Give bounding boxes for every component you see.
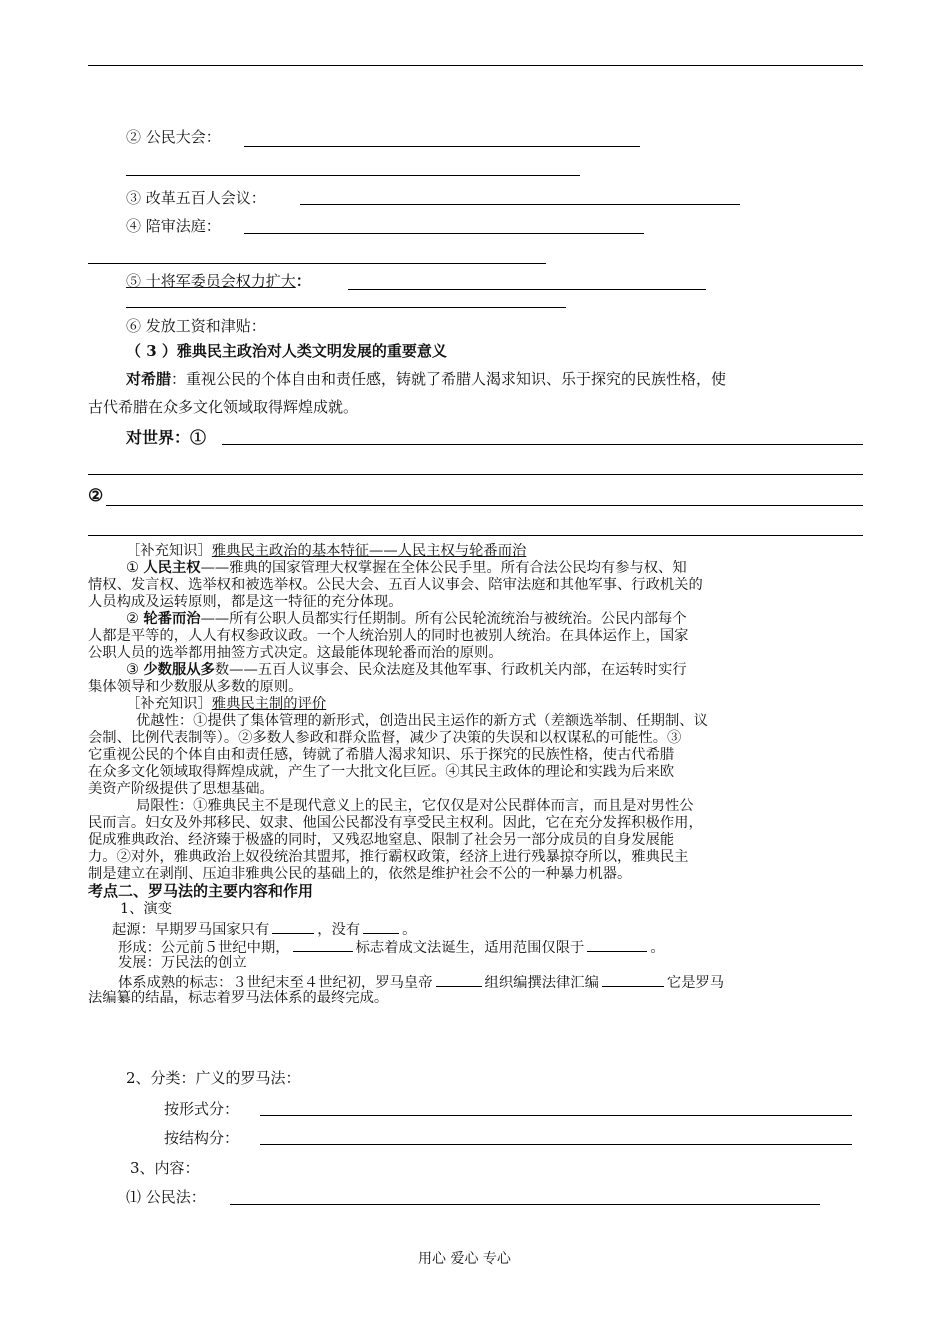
greece-text-1: ：重视公民的个体自由和责任感，铸就了希腊人渴求知识、乐于探究的民族性格，使: [171, 370, 727, 388]
s1-p2-text: ——所有公职人员都实行任期制。所有公民轮流统治与被统治。公民内部每个: [200, 611, 687, 627]
item-council-label: ③ 改革五百人会议：: [126, 189, 266, 207]
item-assembly-label: ② 公民大会：: [126, 128, 221, 146]
lim-line3: 促成雅典政治、经济臻于极盛的同时，又残忍地窒息、限制了社会另一部分成员的自身发展能: [88, 832, 675, 848]
civil-blank: [230, 1204, 820, 1205]
s1-p2-line3: 公职人员的选举都用抽签方式决定。这最能体现轮番而治的原则。: [88, 645, 503, 661]
roman-origin: [112, 919, 416, 939]
assembly-blank-2: [126, 175, 580, 176]
form-c: 。: [650, 940, 665, 956]
greece-line-2: 古代希腊在众多文化领域取得辉煌成就。: [88, 398, 359, 416]
form-blank-1: [293, 937, 353, 952]
world-blank-4: [88, 535, 863, 536]
s1-p1-line2: 情权、发言权、选举权和被选举权。公民大会、五百人议事会、陪审法庭和其他军事、行政机关的: [88, 577, 703, 593]
s1-p2-line2: 人都是平等的，人人有权参政议政。一个人统治别人的同时也被别人统治。在具体运作上，国家: [88, 628, 689, 644]
item-court: [126, 216, 221, 236]
adv-line4: 在众多文化领域取得辉煌成就，产生了一大批文化巨匠。④其民主政体的理论和实践为后来欧: [88, 764, 675, 780]
significance-heading: （ 3 ）雅典民主政治对人类文明发展的重要意义: [126, 342, 447, 360]
item-pay: [126, 316, 266, 336]
system-c: 它是罗马: [666, 975, 725, 991]
roman-law-heading: 考点二、罗马法的主要内容和作用: [88, 882, 314, 900]
s1-p3-line1: [126, 662, 687, 679]
s1-p3-term: 少数服从多: [143, 662, 215, 678]
item-court-label: ④ 陪审法庭：: [126, 217, 221, 235]
item-pay-label: ⑥ 发放工资和津贴：: [126, 317, 266, 335]
world-blank-1: [222, 444, 863, 445]
item-assembly: [126, 127, 221, 147]
s1-p1-line3: 人员构成及运转原则，都是这一特征的充分体现。: [88, 594, 403, 610]
origin-b: ，没有: [317, 922, 361, 938]
s1-p1-text: ——雅典的国家管理大权掌握在全体公民手里。所有合法公民均有参与权、知: [200, 560, 687, 576]
court-blank-1: [244, 233, 644, 234]
s1-p3-text: 数——五百人议事会、民众法庭及其他军事、行政机关内部，在运转时实行: [214, 662, 687, 678]
assembly-blank-1: [244, 146, 640, 147]
supplement1-title-line: [126, 543, 526, 560]
item-generals-colon: ：: [295, 272, 311, 290]
court-blank-2: [88, 263, 546, 264]
lim-line5: 制是建立在剥削、压迫非雅典公民的基础上的，依然是维护社会不公的一种暴力机器。: [88, 866, 632, 882]
form-blank-2: [587, 937, 647, 952]
supplement1-title: 雅典民主政治的基本特征——人民主权与轮番而治: [211, 543, 527, 559]
s1-p1-num: ①: [126, 560, 144, 576]
system-a: 体系成熟的标志：３世纪末至４世纪初，罗马皇帝: [118, 975, 433, 991]
adv-line3: 它重视公民的个体自由和责任感，铸就了希腊人渴求知识、乐于探究的民族性格，使古代希腊: [88, 747, 675, 763]
origin-c: 。: [402, 922, 417, 938]
s1-p1-line1: [126, 560, 687, 577]
item-generals: [126, 271, 311, 291]
roman-system: [118, 972, 724, 992]
adv-line2: 会制、比例代表制等）。②多数人参政和群众监督，减少了决策的失误和以权谋私的可能性。③: [88, 730, 682, 746]
item-generals-label: ⑤ 十将军委员会权力扩大: [126, 272, 296, 290]
roman-system-line2: 法编纂的结晶，标志着罗马法体系的最终完成。: [88, 990, 389, 1006]
page-footer: 用心 爱心 专心: [418, 1251, 511, 1267]
s1-p2-num: ②: [126, 611, 144, 627]
roman-by-form: 按形式分：: [164, 1100, 240, 1118]
s1-p3-num: ③: [126, 662, 144, 678]
world-label: 对世界：①: [126, 428, 207, 447]
origin-a: 起源：早期罗马国家只有: [112, 922, 270, 938]
system-blank-2: [602, 972, 664, 987]
generals-blank-1: [348, 289, 706, 290]
origin-blank-1: [272, 919, 314, 934]
adv-line5: 美资产阶级提供了思想基础。: [88, 781, 274, 797]
supplement2-title: 雅典民主制的评价: [211, 696, 327, 712]
by-form-blank: [260, 1115, 852, 1116]
lim-line4: 力。②对外，雅典政治上奴役统治其盟邦，推行霸权政策，经济上进行残暴掠夺所以，雅典民主: [88, 849, 689, 865]
world-item-2: ②: [88, 486, 104, 506]
world-blank-2: [88, 474, 863, 475]
greece-line-1: [126, 369, 726, 389]
item-council: [126, 188, 266, 208]
supplement1-tag: ［补充知识］: [126, 543, 212, 559]
by-structure-blank: [260, 1144, 852, 1145]
s1-p2-line1: [126, 611, 687, 628]
roman-s2: 2、分类：广义的罗马法：: [126, 1069, 301, 1087]
system-b: 组织编撰法律汇编: [484, 975, 599, 991]
greece-label: 对希腊: [126, 370, 172, 388]
supplement2-tag: ［补充知识］: [126, 696, 212, 712]
system-blank-1: [436, 972, 482, 987]
s1-p1-term: 人民主权: [143, 560, 201, 576]
roman-s3: 3、内容：: [130, 1159, 200, 1177]
council-blank: [300, 204, 740, 205]
generals-blank-2: [126, 307, 566, 308]
roman-by-structure: 按结构分：: [164, 1129, 240, 1147]
supplement2-title-line: [126, 696, 326, 713]
adv-line1: 优越性：①提供了集体管理的新形式，创造出民主运作的新方式（差额选举制、任期制、议: [136, 713, 708, 729]
header-rule: [88, 65, 863, 66]
roman-s1: 1、演变: [120, 901, 172, 917]
lim-line2: 民而言。妇女及外邦移民、奴隶、他国公民都没有享受民主权利。因此，它在充分发挥积极作用，: [88, 815, 703, 831]
form-a: 形成：公元前５世纪中期，: [118, 940, 290, 956]
lim-line1: 局限性：①雅典民主不是现代意义上的民主，它仅仅是对公民群体而言，而且是对男性公: [136, 798, 694, 814]
roman-civil: ⑴ 公民法：: [126, 1188, 206, 1206]
roman-form: [118, 937, 665, 957]
s1-p2-term: 轮番而治: [143, 611, 201, 627]
form-b: 标志着成文法诞生，适用范围仅限于: [355, 940, 585, 956]
s1-p3-line2: 集体领导和少数服从多数的原则。: [88, 679, 303, 695]
origin-blank-2: [363, 919, 399, 934]
world-blank-3: [106, 505, 863, 506]
roman-develop: 发展：万民法的创立: [118, 955, 247, 971]
